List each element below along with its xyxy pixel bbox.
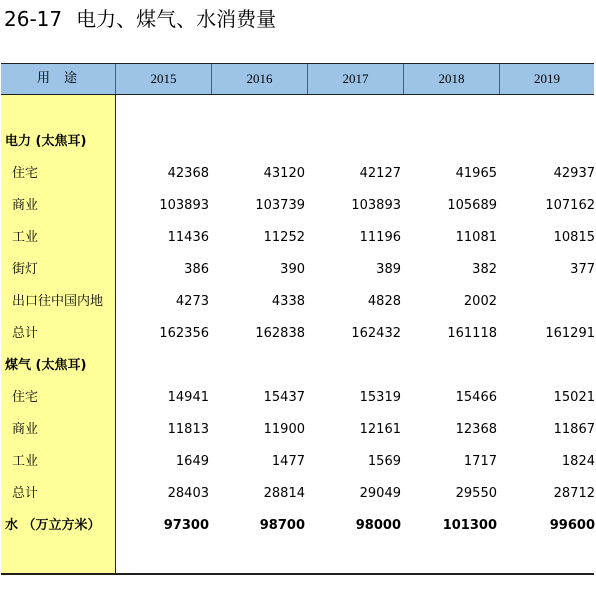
table-row — [0, 446, 596, 478]
cell-value: 4338 — [271, 294, 305, 309]
cell-value: 11813 — [167, 422, 209, 437]
row-label: 电力 (太焦耳) — [5, 134, 87, 149]
cell-value: 389 — [376, 262, 401, 277]
cell-value: 28814 — [263, 486, 305, 501]
cell-value: 11252 — [263, 230, 305, 245]
cell-value — [505, 126, 595, 158]
cell-value: 105689 — [447, 198, 497, 213]
cell-value: 15319 — [359, 390, 401, 405]
cell-value: 42127 — [359, 166, 401, 181]
cell-value: 28712 — [553, 486, 595, 501]
table-title-text: 电力、煤气、水消费量 — [76, 7, 277, 31]
cell-value: 101300 — [442, 518, 497, 533]
cell-value: 15437 — [263, 390, 305, 405]
table-row — [0, 478, 596, 510]
cell-value: 29049 — [359, 486, 401, 501]
row-label: 工业 — [12, 230, 39, 245]
cell-value: 162356 — [159, 326, 209, 341]
cell-value: 377 — [570, 262, 595, 277]
table-row — [0, 318, 596, 350]
cell-value: 11436 — [167, 230, 209, 245]
cell-value: 15466 — [455, 390, 497, 405]
cell-value: 162432 — [351, 326, 401, 341]
cell-value — [505, 286, 595, 318]
header-year: 2017 — [308, 64, 404, 94]
cell-value: 1717 — [463, 454, 497, 469]
cell-value: 1477 — [271, 454, 305, 469]
row-label: 街灯 — [12, 262, 39, 277]
cell-value: 42937 — [553, 166, 595, 181]
cell-value: 12161 — [359, 422, 401, 437]
header-year: 2018 — [404, 64, 500, 94]
row-label: 水 （万立方米） — [5, 518, 101, 533]
cell-value: 29550 — [455, 486, 497, 501]
row-label: 总计 — [12, 486, 39, 501]
header-year: 2019 — [534, 71, 560, 86]
cell-value: 103893 — [351, 198, 401, 213]
cell-value: 15021 — [553, 390, 595, 405]
cell-value: 386 — [184, 262, 209, 277]
cell-value: 382 — [472, 262, 497, 277]
cell-value — [311, 126, 401, 158]
header-year: 2015 — [116, 64, 212, 94]
cell-value: 162838 — [255, 326, 305, 341]
cell-value — [311, 350, 401, 382]
cell-value: 98700 — [259, 518, 305, 533]
header-year: 2016 — [212, 64, 308, 94]
row-label: 工业 — [12, 454, 39, 469]
cell-value — [215, 350, 305, 382]
table-row — [0, 254, 596, 286]
table-header — [1, 63, 594, 95]
cell-value: 390 — [280, 262, 305, 277]
row-label: 煤气 (太焦耳) — [5, 358, 87, 373]
cell-value: 98000 — [355, 518, 401, 533]
row-label: 住宅 — [12, 390, 39, 405]
cell-value: 4273 — [175, 294, 209, 309]
table-row — [0, 286, 596, 318]
table-row — [0, 382, 596, 414]
cell-value: 28403 — [167, 486, 209, 501]
cell-value: 12368 — [455, 422, 497, 437]
cell-value: 97300 — [163, 518, 209, 533]
cell-value: 4828 — [367, 294, 401, 309]
table-number: 26-17 — [4, 7, 63, 31]
cell-value: 10815 — [553, 230, 595, 245]
cell-value: 42368 — [167, 166, 209, 181]
cell-value — [407, 126, 497, 158]
row-label: 商业 — [12, 198, 39, 213]
table-title — [4, 6, 276, 32]
table-row — [0, 350, 596, 382]
cell-value — [119, 350, 209, 382]
row-label: 总计 — [12, 326, 39, 341]
cell-value — [505, 350, 595, 382]
cell-value: 11900 — [263, 422, 305, 437]
cell-value: 11081 — [455, 230, 497, 245]
cell-value: 11867 — [553, 422, 595, 437]
cell-value: 107162 — [545, 198, 595, 213]
table-bottom-rule — [1, 573, 594, 575]
row-label: 商业 — [12, 422, 39, 437]
table-row — [0, 190, 596, 222]
cell-value — [119, 126, 209, 158]
cell-value — [215, 126, 305, 158]
table-row — [0, 158, 596, 190]
table-row — [0, 510, 596, 542]
table-row — [0, 222, 596, 254]
cell-value: 161118 — [447, 326, 497, 341]
row-label: 出口往中国内地 — [12, 294, 104, 309]
cell-value: 103893 — [159, 198, 209, 213]
cell-value: 2002 — [463, 294, 497, 309]
cell-value — [407, 350, 497, 382]
table-row — [0, 126, 596, 158]
cell-value: 103739 — [255, 198, 305, 213]
cell-value: 1569 — [367, 454, 401, 469]
cell-value: 41965 — [455, 166, 497, 181]
cell-value: 1824 — [561, 454, 595, 469]
header-usage: 用途 — [1, 64, 116, 94]
cell-value: 99600 — [549, 518, 595, 533]
cell-value: 1649 — [175, 454, 209, 469]
cell-value: 14941 — [167, 390, 209, 405]
cell-value: 161291 — [545, 326, 595, 341]
cell-value: 43120 — [263, 166, 305, 181]
table-row — [0, 414, 596, 446]
cell-value: 11196 — [359, 230, 401, 245]
row-label: 住宅 — [12, 166, 39, 181]
